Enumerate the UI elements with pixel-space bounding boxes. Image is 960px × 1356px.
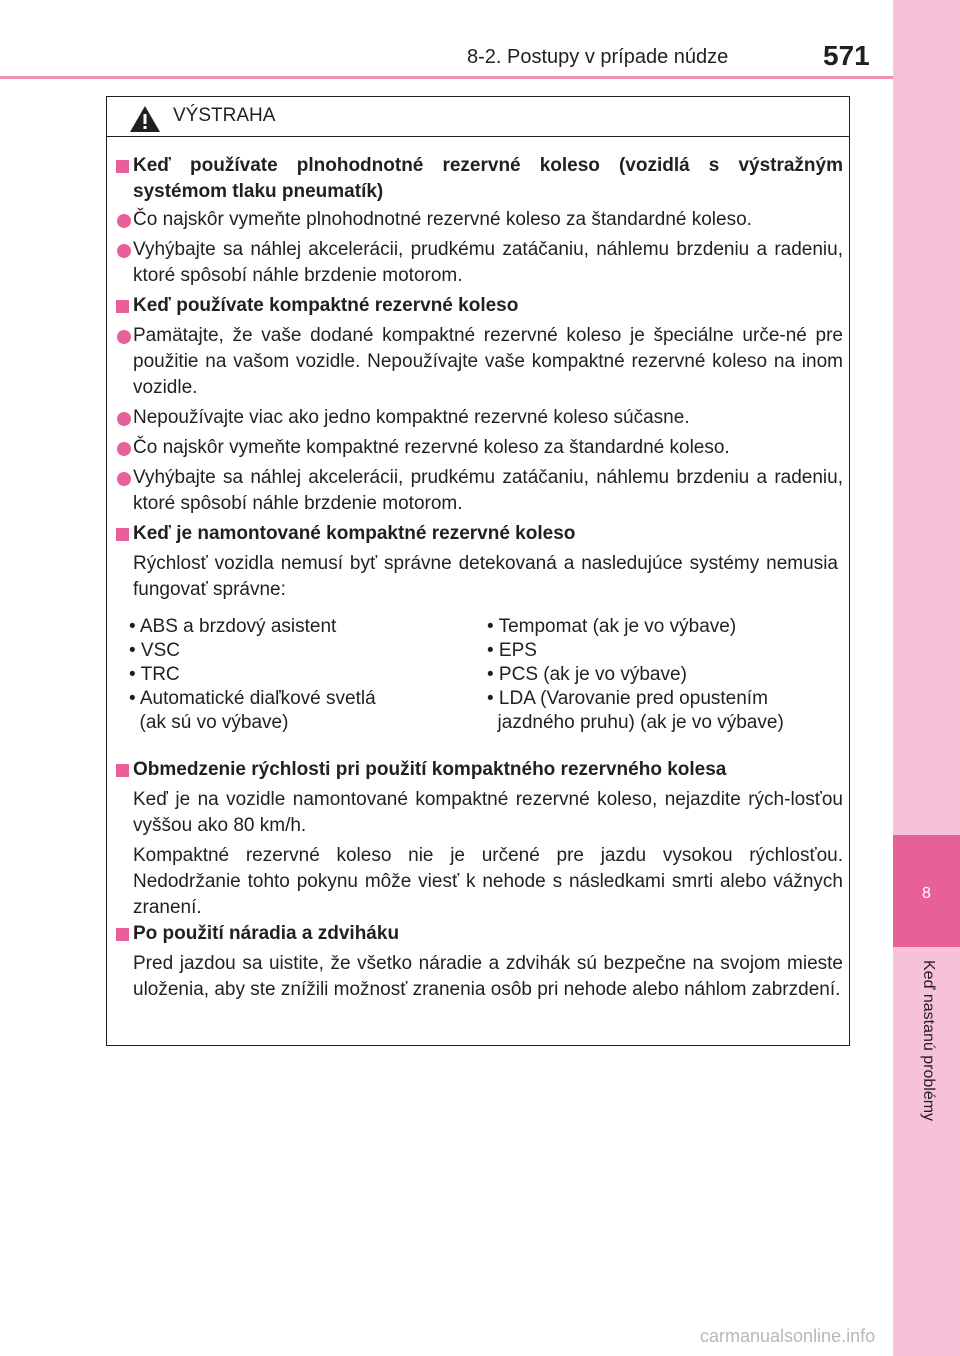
list-item: • VSC: [129, 640, 180, 661]
list-item: • PCS (ak je vo výbave): [487, 664, 687, 685]
page-number: 571: [823, 40, 870, 71]
system-list-right: [487, 615, 842, 735]
system-list-left: [129, 615, 469, 735]
list-item: Vyhýbajte sa náhlej akcelerácii, prudkému zatáčaniu, náhlemu brzdeniu a radeniu, ktoré spôsobí náhle brzdenie motorom.: [133, 239, 843, 286]
section-heading: Po použití náradia a zdviháku: [133, 923, 400, 944]
section-heading: Obmedzenie rýchlosti pri použití kompaktného rezervného kolesa: [133, 759, 727, 780]
list-item: • LDA (Varovanie pred opustením: [487, 688, 768, 709]
warning-header: [107, 97, 849, 137]
list-item: (ak sú vo výbave): [129, 712, 289, 733]
section-marker-icon: [116, 928, 129, 941]
bullet-dot-icon: [117, 442, 131, 456]
list-item: Vyhýbajte sa náhlej akcelerácii, prudkému zatáčaniu, náhlemu brzdeniu a radeniu, ktoré spôsobí náhle brzdenie motorom.: [133, 467, 843, 514]
bullet-dot-icon: [117, 244, 131, 258]
list-item: jazdného pruhu) (ak je vo výbave): [487, 712, 784, 733]
paragraph: Keď je na vozidle namontované kompaktné rezervné koleso, nejazdite rých-losťou vyššou ako 80 km/h.: [133, 789, 843, 836]
section-heading: Keď je namontované kompaktné rezervné koleso: [133, 523, 576, 544]
section-marker-icon: [116, 300, 129, 313]
list-item: Nepoužívajte viac ako jedno kompaktné rezervné koleso súčasne.: [133, 407, 690, 428]
chapter-side-tab[interactable]: [893, 0, 960, 1356]
section-heading: Keď používate kompaktné rezervné koleso: [133, 295, 519, 316]
list-item: • Automatické diaľkové svetlá: [129, 688, 376, 709]
paragraph: Kompaktné rezervné koleso nie je určené pre jazdu vysokou rýchlosťou. Nedodržanie tohto pokynu môže viesť k nehode s následkami smrti alebo vážnych zranení.: [133, 845, 843, 918]
paragraph: Pred jazdou sa uistite, že všetko náradie a zdvihák sú bezpečne na svojom mieste uloženia, aby ste znížili možnosť zranenia osôb pri nehode alebo náhlom zabrzdení.: [133, 953, 843, 1000]
list-item: • Tempomat (ak je vo výbave): [487, 616, 737, 637]
bullet-dot-icon: [117, 412, 131, 426]
chapter-label: Keď nastanú problémy: [920, 960, 937, 1122]
bullet-dot-icon: [117, 214, 131, 228]
page-header: [0, 0, 893, 78]
bullet-dot-icon: [117, 330, 131, 344]
warning-triangle-icon: [129, 105, 161, 133]
section-marker-icon: [116, 160, 129, 173]
list-item: • ABS a brzdový asistent: [129, 616, 337, 637]
header-rule: [0, 76, 893, 79]
section-marker-icon: [116, 528, 129, 541]
warning-title: VÝSTRAHA: [173, 105, 276, 126]
watermark: carmanualsonline.info: [700, 1326, 876, 1346]
list-item: • EPS: [487, 640, 537, 661]
list-item: Čo najskôr vymeňte kompaktné rezervné koleso za štandardné koleso.: [133, 437, 730, 458]
section-heading: Keď používate plnohodnotné rezervné koleso (vozidlá s výstražným systémom tlaku pneumatík): [133, 155, 843, 202]
section-title: 8-2. Postupy v prípade núdze: [467, 46, 729, 68]
list-item: Čo najskôr vymeňte plnohodnotné rezervné koleso za štandardné koleso.: [133, 209, 752, 230]
paragraph: Rýchlosť vozidla nemusí byť správne detekovaná a nasledujúce systémy nemusia fungovať správne:: [133, 553, 838, 600]
list-item: Pamätajte, že vaše dodané kompaktné rezervné koleso je špeciálne urče-né pre použitie na vašom vozidle. Nepoužívajte vaše kompaktné rezervné koleso na inom vozidle.: [133, 325, 843, 398]
section-marker-icon: [116, 764, 129, 777]
list-item: • TRC: [129, 664, 180, 685]
chapter-number: 8: [922, 885, 931, 902]
bullet-dot-icon: [117, 472, 131, 486]
warning-box: [106, 96, 850, 1046]
